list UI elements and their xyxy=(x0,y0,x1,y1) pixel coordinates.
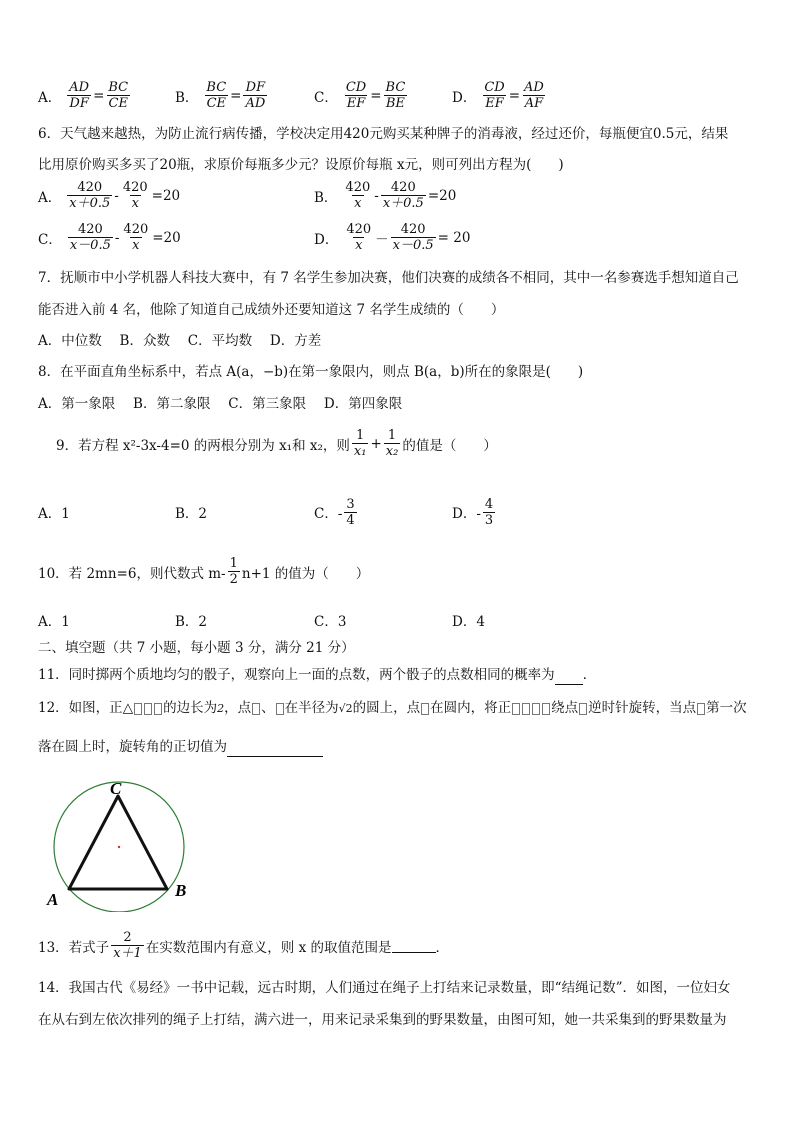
q7-stem-line2: 能否进入前 4 名，他除了知道自己成绩外还要知道这 7 名学生成绩的（ ） xyxy=(38,302,505,318)
missing-glyph xyxy=(134,703,142,715)
denominator: EF xyxy=(485,96,504,111)
missing-glyph xyxy=(421,703,429,715)
denominator: 4 xyxy=(346,512,355,528)
q12-text: 12．如图，正 xyxy=(38,700,123,716)
fraction xyxy=(344,80,368,111)
q9-option-b xyxy=(175,494,207,530)
equation-rhs: =20 xyxy=(427,187,457,204)
q6-option-a xyxy=(38,180,180,211)
denominator: AF xyxy=(524,96,544,111)
numerator: BC xyxy=(385,80,406,95)
q12-stem-line2 xyxy=(38,737,323,757)
numerator: CD xyxy=(484,80,505,95)
operator: - xyxy=(114,187,119,204)
option-label: C．- xyxy=(314,506,343,522)
denominator: x xyxy=(355,238,363,253)
q13-stem-text: 在实数范围内有意义，则 x 的取值范围是 xyxy=(145,939,392,956)
option-label: B． xyxy=(175,89,199,106)
denominator: 3 xyxy=(484,512,494,528)
denominator: x＋0.5 xyxy=(69,196,111,211)
q12-text: 逆时针旋转，当点 xyxy=(588,700,697,716)
q9-stem xyxy=(56,428,497,459)
fraction xyxy=(121,222,150,253)
q12-text: 绕点 xyxy=(551,700,579,716)
q11-stem xyxy=(38,665,596,685)
q10-option-c: C．3 xyxy=(314,614,347,630)
option-label: A． xyxy=(38,189,62,206)
triangle-symbol: △ xyxy=(122,700,134,716)
numerator: CD xyxy=(345,80,367,95)
q6-option-c xyxy=(38,222,181,253)
q9-option-c xyxy=(314,494,359,530)
fraction xyxy=(482,80,506,111)
answer-blank[interactable] xyxy=(227,742,323,757)
denominator: EF xyxy=(346,96,366,111)
numerator: 1 xyxy=(387,428,397,443)
fraction xyxy=(352,428,369,459)
numerator: 420 xyxy=(77,180,103,195)
q6-option-b xyxy=(314,180,456,211)
fraction xyxy=(344,497,356,528)
denominator: x xyxy=(132,238,140,253)
fraction xyxy=(111,930,144,961)
q12-text: 、 xyxy=(261,700,275,716)
numerator: AD xyxy=(69,80,90,95)
q12-value: 2 xyxy=(217,702,225,715)
denominator: CE xyxy=(108,96,128,111)
q10-option-d: D．4 xyxy=(452,614,485,630)
fraction xyxy=(522,80,546,111)
option-label: D． xyxy=(452,89,477,106)
missing-glyph xyxy=(252,703,260,715)
vertex-label-a: A xyxy=(47,890,59,909)
q5-option-b xyxy=(175,80,269,111)
missing-glyph xyxy=(542,703,550,715)
fraction xyxy=(483,497,495,528)
denominator: x－0.5 xyxy=(392,238,434,253)
operator: + xyxy=(370,435,382,452)
fraction xyxy=(381,180,426,211)
q12-text: 在半径为 xyxy=(284,700,339,716)
denominator: AD xyxy=(245,96,266,111)
equals-sign: = xyxy=(370,87,382,104)
fraction xyxy=(67,180,112,211)
vertex-label-b: B xyxy=(175,881,187,900)
q13-stem xyxy=(38,930,449,961)
missing-glyph xyxy=(579,703,587,715)
fraction xyxy=(384,428,401,459)
answer-blank[interactable] xyxy=(392,938,436,953)
numerator: 420 xyxy=(400,222,426,237)
q6-stem-line1: 6．天气越来越热，为防止流行病传播，学校决定用420元购买某种牌子的消毒液，经过还价，每瓶便宜0.5元，结果 xyxy=(38,126,729,142)
numerator: 1 xyxy=(229,556,238,571)
q12-stem-line1 xyxy=(38,698,747,719)
q13-end: ． xyxy=(435,939,449,956)
equation-rhs: = 20 xyxy=(437,229,471,246)
missing-glyph xyxy=(276,703,284,715)
q12-text: 第一次 xyxy=(706,700,747,716)
equation-rhs: =20 xyxy=(152,229,181,246)
q12-text: 落在圆上时，旋转角的正切值为 xyxy=(38,739,227,755)
denominator: x＋1 xyxy=(113,946,142,961)
q11-end: ． xyxy=(582,667,597,683)
denominator: DF xyxy=(69,96,89,111)
numerator: BC xyxy=(206,80,227,95)
numerator: 3 xyxy=(346,496,355,512)
q12-text: 的圆上，点 xyxy=(352,700,421,716)
q10-stem xyxy=(38,556,369,587)
q5-option-c xyxy=(314,80,409,111)
numerator: 4 xyxy=(484,496,494,512)
q9-stem-tail: 的值是（ ） xyxy=(402,437,497,454)
denominator: x xyxy=(354,196,362,211)
equals-sign: = xyxy=(230,87,242,104)
q5-option-d xyxy=(452,80,548,111)
numerator: 1 xyxy=(356,428,365,443)
fraction xyxy=(106,80,130,111)
q10-option-a: A．1 xyxy=(38,614,70,630)
option-label: C． xyxy=(38,231,62,248)
q12-text: 在圆内，将正 xyxy=(430,700,512,716)
numerator: BC xyxy=(108,80,129,95)
missing-glyph xyxy=(522,703,530,715)
q13-stem-text: 13．若式子 xyxy=(38,939,110,956)
q12-text: 的边长为 xyxy=(163,700,218,716)
equals-sign: = xyxy=(93,87,105,104)
fraction xyxy=(243,80,267,111)
denominator: x₁ xyxy=(353,444,367,459)
denominator: BE xyxy=(385,96,405,111)
numerator: 420 xyxy=(122,180,148,195)
numerator: 420 xyxy=(390,180,416,195)
fraction xyxy=(344,222,373,253)
fraction xyxy=(228,556,240,587)
operator: - xyxy=(374,187,379,204)
option-label: A．1 xyxy=(38,506,70,522)
numerator: 2 xyxy=(123,930,132,945)
equals-sign: = xyxy=(508,87,521,104)
missing-glyph xyxy=(144,703,152,715)
denominator: x－0.5 xyxy=(69,238,111,253)
option-label: B．2 xyxy=(175,506,208,522)
q10-stem-tail: n+1 的值为（ ） xyxy=(241,565,370,582)
numerator: 420 xyxy=(77,222,103,237)
fraction xyxy=(204,80,228,111)
numerator: DF xyxy=(245,80,266,95)
answer-blank[interactable] xyxy=(555,670,583,685)
numerator: 420 xyxy=(346,222,372,237)
center-point xyxy=(118,846,120,848)
operator: － xyxy=(375,231,389,248)
missing-glyph xyxy=(154,703,162,715)
numerator: 420 xyxy=(345,180,371,195)
missing-glyph xyxy=(532,703,540,715)
denominator: x＋0.5 xyxy=(382,196,424,211)
q6-option-d xyxy=(314,222,470,253)
q7-stem-line1: 7．抚顺市中小学机器人科技大赛中，有 7 名学生参加决赛，他们决赛的成绩各不相同，其中一名参赛选手想知道自己 xyxy=(38,270,739,286)
fraction xyxy=(121,180,150,211)
denominator: CE xyxy=(206,96,227,111)
option-label: A． xyxy=(38,89,62,106)
q10-stem-text: 10．若 2mn=6，则代数式 m- xyxy=(38,565,226,582)
option-label: B． xyxy=(314,189,338,206)
q7-options: A．中位数 B．众数 C．平均数 D．方差 xyxy=(38,333,322,349)
fraction xyxy=(68,222,113,253)
q8-stem: 8．在平面直角坐标系中，若点 A(a，−b)在第一象限内，则点 B(a，b)所在的象限是( ) xyxy=(38,364,584,380)
option-label: D． xyxy=(314,231,339,248)
fraction xyxy=(67,80,91,111)
denominator: x xyxy=(131,196,139,211)
q14-stem-line2: 在从右到左依次排列的绳子上打结，满六进一，用来记录采集到的野果数量，由图可知，她一共采集到的野果数量为 xyxy=(38,1012,727,1028)
q9-stem-text: 9．若方程 x²-3x-4=0 的两根分别为 x₁和 x₂，则 xyxy=(56,437,350,454)
q9-option-d xyxy=(452,494,497,530)
q12-value: √2 xyxy=(338,702,353,715)
q10-option-b: B．2 xyxy=(175,614,208,630)
denominator: 2 xyxy=(229,572,238,587)
q9-option-a xyxy=(38,494,70,530)
q12-figure xyxy=(40,772,200,912)
missing-glyph xyxy=(697,703,705,715)
denominator: x₂ xyxy=(385,444,399,459)
operator: - xyxy=(114,229,120,246)
q6-stem-line2: 比用原价购买多买了20瓶，求原价每瓶多少元？设原价每瓶 x元，则可列出方程为( ) xyxy=(38,157,564,173)
q14-stem-line1: 14．我国古代《易经》一书中记载，远古时期，人们通过在绳子上打结来记录数量，即“结绳记数”．如图，一位妇女 xyxy=(38,980,731,996)
q5-option-a xyxy=(38,80,132,111)
equation-rhs: =20 xyxy=(151,187,181,204)
q11-stem-text: 11．同时掷两个质地均匀的骰子，观察向上一面的点数，两个骰子的点数相同的概率为 xyxy=(38,667,555,683)
option-label: C． xyxy=(314,89,338,106)
fraction xyxy=(343,180,372,211)
q8-options: A．第一象限 B．第二象限 C．第三象限 D．第四象限 xyxy=(38,396,403,412)
option-label: D．- xyxy=(452,506,481,522)
missing-glyph xyxy=(512,703,520,715)
numerator: AD xyxy=(524,80,544,95)
numerator: 420 xyxy=(123,222,149,237)
fraction xyxy=(391,222,436,253)
vertex-label-c: C xyxy=(110,779,122,798)
q12-text: ，点 xyxy=(224,700,252,716)
fraction xyxy=(384,80,408,111)
equilateral-triangle xyxy=(69,796,167,889)
section-heading: 二、填空题（共 7 小题，每小题 3 分，满分 21 分） xyxy=(38,640,355,656)
